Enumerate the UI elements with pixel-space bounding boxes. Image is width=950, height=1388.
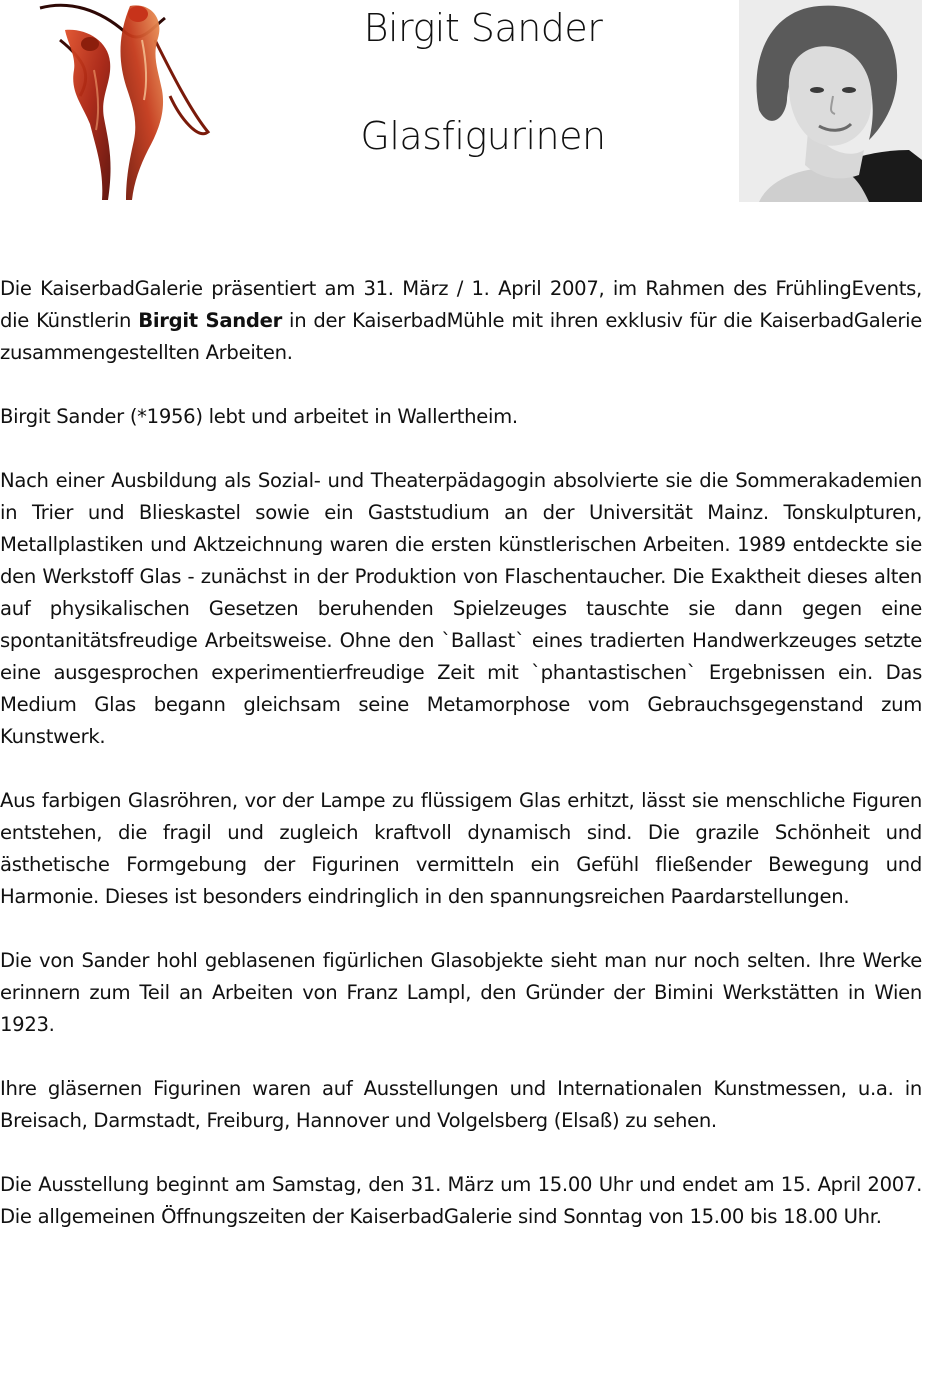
page-header (0, 0, 950, 210)
exhibition-subtitle: Glasfigurinen (360, 114, 606, 158)
artist-portrait-image (739, 0, 922, 202)
glass-figurine-sculpture-image (30, 0, 220, 205)
intro-text-after: in der KaiserbadMühle mit ihren exklusiv für die KaiserbadGalerie zusammengestellten Arbeiten. (0, 309, 923, 364)
article-paragraph-intro (0, 273, 922, 369)
artist-name-title: Birgit Sander (363, 6, 603, 50)
artist-name-bold: Birgit Sander (138, 309, 282, 332)
article-paragraph-technique: Aus farbigen Glasröhren, vor der Lampe zu flüssigem Glas erhitzt, lässt sie menschliche Figuren entstehen, die fragil und zugleich kraftvoll dynamisch sind. Die grazile Schönheit und ästhetische Formgebung der Figurinen vermitteln ein Gefühl fließender Bewegung und Harmonie. Dieses ist besonders eindringlich in den spannungsreichen Paardarstellungen. (0, 789, 922, 908)
artist-portrait-icon (739, 0, 922, 202)
article-paragraph-objects: Die von Sander hohl geblasenen figürlichen Glasobjekte sieht man nur noch selten. Ihre Werke erinnern zum Teil an Arbeiten von Franz Lampl, den Gründer der Bimini Werkstätten in Wien 1923. (0, 949, 922, 1036)
intro-text-before: Die KaiserbadGalerie präsentiert am 31. März / 1. April 2007, im Rahmen des FrühlingEvents, die Künstlerin (0, 277, 922, 332)
article-paragraph-bio: Birgit Sander (*1956) lebt und arbeitet in Wallertheim. (0, 405, 518, 428)
article-paragraph-exhibitions: Ihre gläsernen Figurinen waren auf Ausstellungen und Internationalen Kunstmessen, u.a. in Breisach, Darmstadt, Freiburg, Hannover und Volgelsberg (Elsaß) zu sehen. (0, 1077, 922, 1132)
article-paragraph-education: Nach einer Ausbildung als Sozial- und Theaterpädagogin absolvierte sie die Sommerakademien in Trier und Blieskastel sowie ein Gaststudium an der Universität Mainz. Tonskulpturen, Metallplastiken und Aktzeichnung waren die ersten künstlerischen Arbeiten. 1989 entdeckte sie den Werkstoff Glas - zunächst in der Produktion von Flaschentaucher. Die Exaktheit dieses alten auf physikalischen Gesetzen beruhenden Spielzeuges tauschte sie dann gegen eine spontanitätsfreudige Arbeitsweise. Ohne den `Ballast` eines tradierten Handwerkzeuges setzte eine ausgesprochen experimentierfreudige Zeit mit `phantastischen` Ergebnissen ein. Das Medium Glas begann gleichsam seine Metamorphose vom Gebrauchsgegenstand zum Kunstwerk. (0, 469, 922, 748)
article-body (0, 273, 922, 1233)
article-paragraph-dates: Die Ausstellung beginnt am Samstag, den 31. März um 15.00 Uhr und endet am 15. April 2007. Die allgemeinen Öffnungszeiten der KaiserbadGalerie sind Sonntag von 15.00 bis 18.00 Uhr. (0, 1173, 922, 1228)
glass-figurine-sculpture-icon (30, 0, 220, 205)
